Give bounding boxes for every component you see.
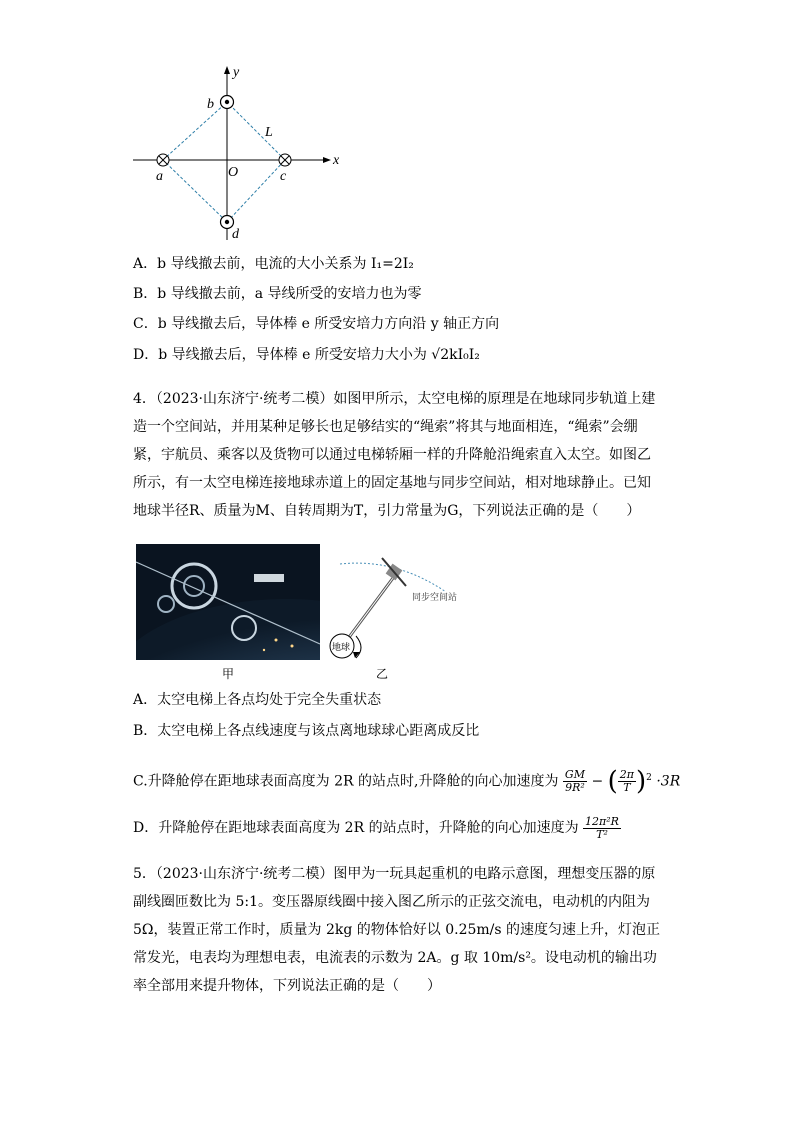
label-O: O xyxy=(228,165,239,180)
space-elevator-diagram xyxy=(326,552,476,660)
q4-stem: 4．（2023·山东济宁·统考二模）如图甲所示，太空电梯的原理是在地球同步轨道上建造一个空间站，并用某种足够长也足够结实的“绳索”将其与地面相连，“绳索”会绷紧，宇航员、乘客以及货物可以通过电梯轿厢一样的升降舱沿绳索直入太空。如图乙所示，有一太空电梯连接地球赤道上的固定基地与同步空间站，相对地球静止。已知地球半径R、质量为M、自转周期为T，引力常量为G，下列说法正确的是（ ） xyxy=(133,391,656,519)
space-elevator-photo xyxy=(136,544,320,660)
label-b: b xyxy=(207,97,214,112)
q3-option-d: D．b 导线撤去后，导体棒 e 所受安培力大小为 √2kI₀I₂ xyxy=(133,347,480,363)
q4-option-a: A．太空电梯上各点均处于完全失重状态 xyxy=(133,692,382,708)
label-L: L xyxy=(265,125,273,140)
inner-num: 2π xyxy=(619,768,635,782)
label-y: y xyxy=(233,65,240,80)
q4-option-c-tail: ·3R xyxy=(656,773,681,790)
q3-option-b: B．b 导线撤去前，a 导线所受的安培力也为零 xyxy=(133,286,422,302)
label-station: 同步空间站 xyxy=(412,593,458,603)
label-c: c xyxy=(280,169,287,184)
paren-left: ( xyxy=(607,766,618,797)
label-x: x xyxy=(333,153,340,168)
label-a: a xyxy=(156,169,163,184)
q4-option-c-frac xyxy=(563,769,587,794)
minus-sign: − xyxy=(591,773,604,790)
frac-num: GM xyxy=(564,768,585,782)
wire-c-cross-icon xyxy=(279,154,291,166)
q4-option-d xyxy=(133,812,621,844)
q4-option-c xyxy=(133,760,680,800)
label-d: d xyxy=(232,227,239,242)
caption-yi: 乙 xyxy=(376,667,389,681)
wire-diagram xyxy=(125,60,355,245)
q5-stem: 5．（2023·山东济宁·统考二模）图甲为一玩具起重机的电路示意图，理想变压器的原副线圈匝数比为 5:1。变压器原线圈中接入图乙所示的正弦交流电，电动机的内阻为 5Ω，装置正常工作时，质量为 2kg 的物体恰好以 0.25m/s 的速度匀速上升，灯泡正常发光，电表均为理想电表，电流表的示数为 2A。g 取 10m/s²。设电动机的输出功率全部用来提升物体，下列说法正确的是（ ） xyxy=(133,866,661,994)
paren-right: ) xyxy=(636,766,647,797)
q4-option-d-text: D．升降舱停在距地球表面高度为 2R 的站点时，升降舱的向心加速度为 xyxy=(133,820,579,836)
frac-den: T² xyxy=(596,827,608,841)
frac-den: 9R² xyxy=(565,781,585,795)
q3-option-a: A．b 导线撤去前，电流的大小关系为 I₁=2I₂ xyxy=(133,256,414,272)
wire-b-dot-icon xyxy=(221,96,234,109)
square-sup: 2 xyxy=(646,773,652,783)
label-earth: 地球 xyxy=(332,643,351,653)
caption-jia: 甲 xyxy=(222,667,235,681)
q3-option-c: C．b 导线撤去后，导体棒 e 所受安培力方向沿 y 轴正方向 xyxy=(133,316,500,332)
wire-a-cross-icon xyxy=(157,154,169,166)
q4-option-c-text: C.升降舱停在距地球表面高度为 2R 的站点时,升降舱的向心加速度为 xyxy=(133,773,559,790)
q4-option-c-inner-frac xyxy=(618,769,636,794)
satellite-icon xyxy=(382,558,406,586)
frac-num: 12π²R xyxy=(585,814,619,828)
q4-option-d-frac xyxy=(583,816,621,841)
q4-option-b: B．太空电梯上各点线速度与该点离地球球心距离成反比 xyxy=(133,723,480,739)
inner-den: T xyxy=(623,781,631,795)
